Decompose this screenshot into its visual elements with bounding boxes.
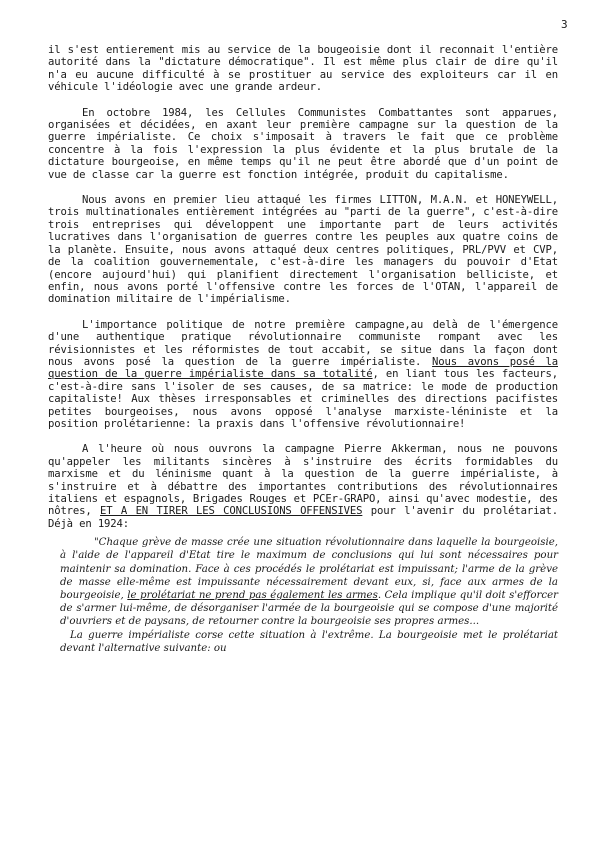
quotation-second-text: La guerre impérialiste corse cette situation à l'extrême. La bourgeoisie met le prolétariat devant l'alternative suivante: ou <box>60 629 558 654</box>
paragraph-5-text-end: pour l'avenir du prolétariat. Déjà en 1924: <box>48 505 559 530</box>
paragraph-5-underlined: ET A EN TIRER LES CONCLUSIONS OFFENSIVES <box>100 505 363 518</box>
paragraph-1: il s'est entierement mis au service de la bougeoisie dont il reconnait l'entière autorité dans la "dictature démocratique". Il est même plus clair de dire qu'il n'a eu aucune difficulté à se prostituer au service des exploiteurs car il en véhicule l'idéologie avec une grande ardeur. <box>48 44 558 94</box>
page-number: 3 <box>561 18 568 31</box>
quotation <box>48 536 558 655</box>
quotation-text: "Chaque grève de masse crée une situation révolutionnaire dans laquelle la bourgeoisie, à l'aide de l'appareil d'Etat tire le maximum de conclusions qui lui sont nécessaires pour maintenir sa domination. Face à ces procédés le prolétariat est impuissant; l'arme de la grève de masse elle-même est impuissante nécessairement devant eux, si, face aux armes de la bourgeoisie, <box>60 537 558 602</box>
quotation-paragraph-1 <box>60 536 558 628</box>
paragraph-4-underlined: Nous avons posé la question de la guerre impérialiste dans sa totalité <box>48 355 558 381</box>
document-body <box>48 44 558 655</box>
paragraph-3: Nous avons en premier lieu attaqué les firmes LITTON, M.A.N. et HONEYWELL, trois multinationales entièrement intégrées au "parti de la guerre", c'est-à-dire trois entreprises qui développent une importante part de leurs activités lucratives dans l'organisation de guerres contre les peuples aux quatre coins de la planète. Ensuite, nous avons attaqué deux centres politiques, PRL/PVV et CVP, de la coalition gouvernementale, c'est-à-dire les managers du pouvoir d'Etat (encore aujourd'hui) qui planifient directement l'organisation belliciste, et enfin, nous avons porté l'offensive contre les forces de l'OTAN, l'appareil de domination militaire de l'impérialisme. <box>48 194 558 306</box>
quotation-paragraph-2 <box>60 629 558 655</box>
quotation-text-end: . Cela implique qu'il doit s'efforcer de s'armer lui-même, de désorganiser l'armée de la bourgeoisie qui se compose d'une majorité d'ouvriers et de paysans, de retourner contre la bourgeoisie ses propres armes... <box>60 590 558 628</box>
paragraph-4-text-end: , en liant tous les facteurs, c'est-à-dire sans l'isoler de ses causes, de sa matrice: le mode de production capitaliste! Aux thèses irresponsables et criminelles des directions pacifistes petites bourgeoises, nous avons opposé l'analyse marxiste-léniniste et la position prolétarienne: la praxis dans l'offensive révolutionnaire! <box>48 368 558 430</box>
paragraph-4-text: L'importance politique de notre première campagne,au delà de l'émergence d'une authentique pratique révolutionnaire communiste rompant avec les révisionnistes et les réformistes de tout accabit, se situe dans la façon dont nous avons posé la question de la guerre impérialiste. <box>48 318 558 368</box>
paragraph-5-text: A l'heure où nous ouvrons la campagne Pierre Akkerman, nous ne pouvons qu'appeler les militants sincères à s'instruire des écrits formidables du marxisme et du léninisme quant à la question de la guerre impérialiste, à s'instruire et à débattre des importantes contributions des révolutionnaires italiens et espagnols, Brigades Rouges et PCEr-GRAPO, ainsi qu'avec modestie, des nôtres, <box>48 443 558 518</box>
paragraph-5 <box>48 443 558 530</box>
quotation-underlined: le prolétariat ne prend pas également les armes <box>127 590 378 602</box>
paragraph-2: En octobre 1984, les Cellules Communistes Combattantes sont apparues, organisées et décidées, en axant leur première campagne sur la question de la guerre impérialiste. Ce choix s'imposait à travers le fait que ce problème concentre à la fois l'expression la plus évidente et la plus brutale de la dictature bourgeoise, en même temps qu'il ne peut être abordé que d'un point de vue de classe car la guerre est fonction intégrée, produit du capitalisme. <box>48 106 558 181</box>
paragraph-4 <box>48 319 558 431</box>
